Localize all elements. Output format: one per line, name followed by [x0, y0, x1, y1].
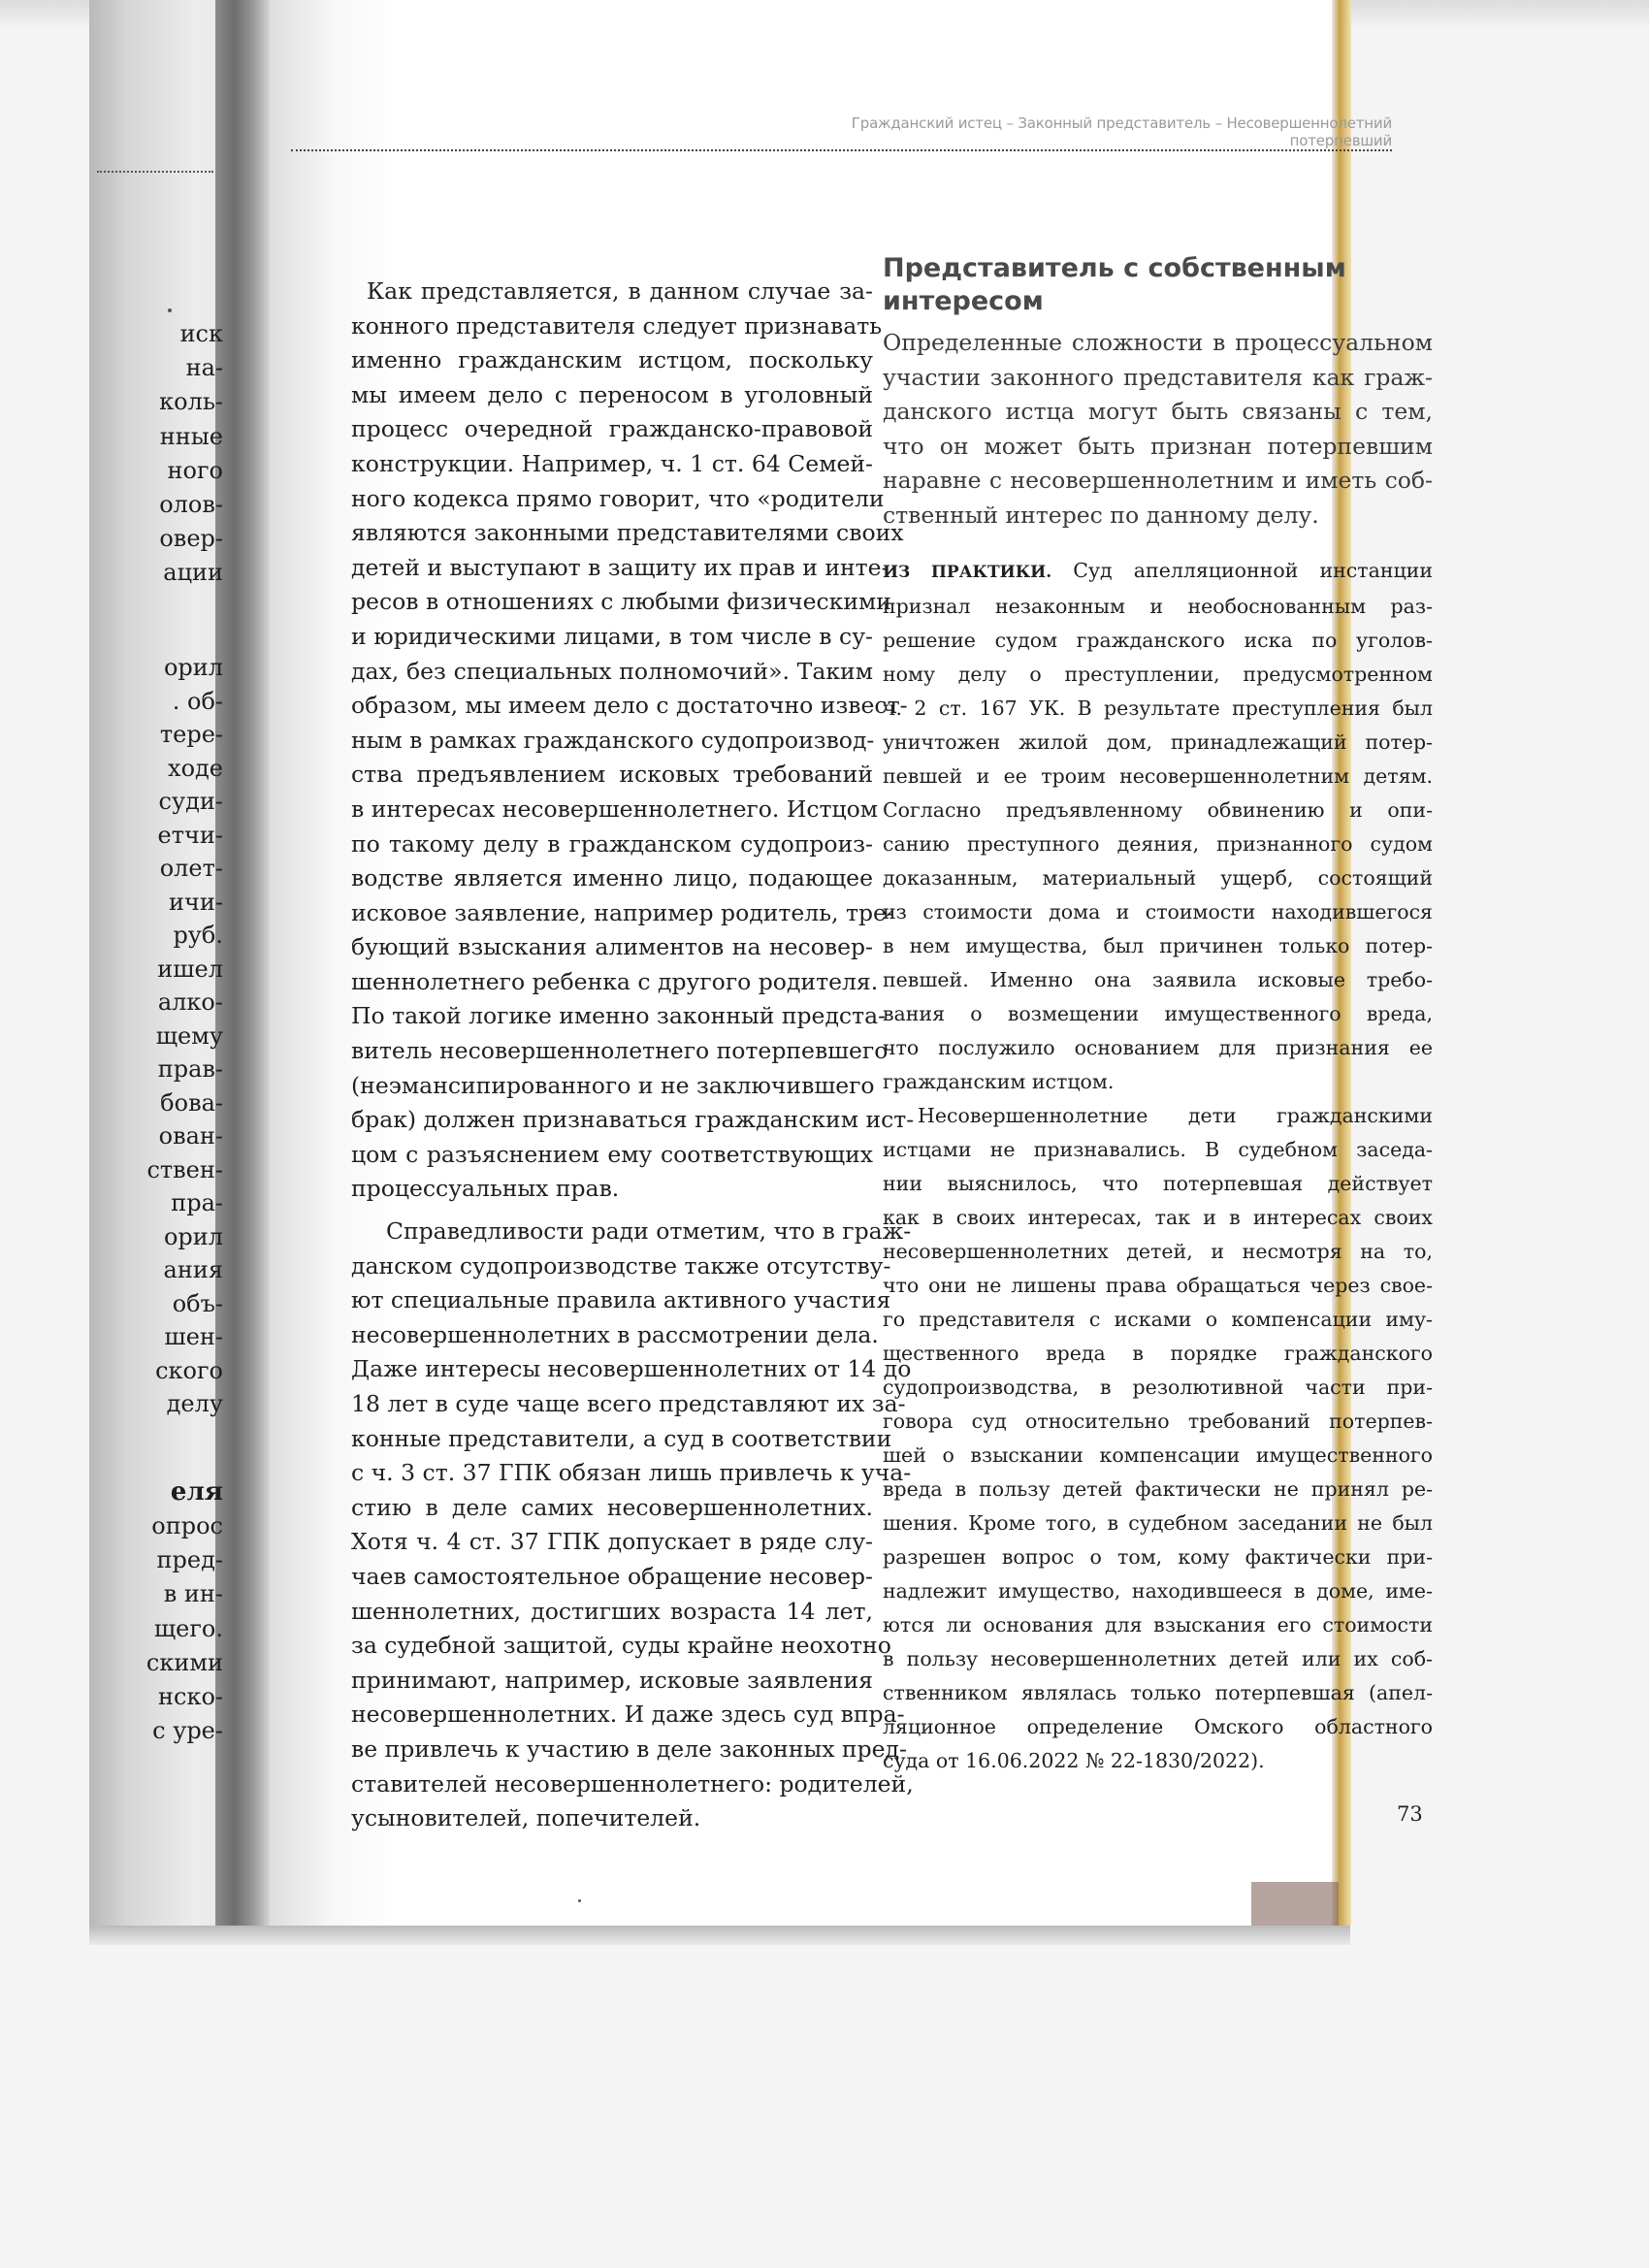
left-page-fragment: суди- — [158, 788, 223, 815]
left-page-fragment: пра- — [171, 1189, 223, 1216]
text-line: принимают, например, исковые заявления — [351, 1666, 873, 1694]
case-line: несовершеннолетних детей, и несмотря на то, — [883, 1240, 1433, 1263]
case-line: певшей и ее троим несовершеннолетним детям. — [883, 764, 1433, 788]
case-line: истцами не признавались. В судебном заседа- — [883, 1138, 1433, 1161]
case-line: ются ли основания для взыскания его стоимости — [883, 1613, 1433, 1636]
text-line: конного представителя следует признавать — [351, 311, 883, 340]
text-line: образом, мы имеем дело с достаточно извест- — [351, 692, 908, 720]
case-line: что они не лишены права обращаться через свое- — [883, 1274, 1433, 1297]
text-line: мы имеем дело с переносом в уголовный — [351, 380, 873, 408]
left-page-fragment: алко- — [157, 988, 223, 1016]
text-line: конструкции. Например, ч. 1 ст. 64 Семей- — [351, 449, 873, 477]
section-title-line: интересом — [883, 286, 1044, 316]
left-page-fragment: ичи- — [169, 888, 223, 916]
section-lead — [883, 326, 1433, 533]
text-line: именно гражданским истцом, поскольку — [351, 346, 873, 374]
text-line: стию в деле самих несовершеннолетних. — [351, 1493, 873, 1521]
running-head: Гражданский истец – Законный представитель – Несовершеннолетний потерпевший — [851, 114, 1392, 149]
text-line: цом с разъяснением ему соответствующих — [351, 1140, 873, 1168]
left-page-fragment: шен- — [164, 1323, 223, 1350]
case-line: говора суд относительно требований потерпев- — [883, 1409, 1433, 1433]
text-line: в интересах несовершеннолетнего. Истцом — [351, 794, 879, 823]
left-page-fragments-bottom — [107, 1508, 223, 1747]
text-line: брак) должен признаваться гражданским ист- — [351, 1106, 915, 1134]
left-page-fragment: орил — [163, 654, 223, 681]
case-line: гражданским истцом. — [883, 1070, 1115, 1093]
lead-line: участии законного представителя как граж- — [883, 363, 1433, 391]
text-line: Справедливости ради отметим, что в граж- — [386, 1217, 912, 1246]
text-line: ного кодекса прямо говорит, что «родители — [351, 484, 885, 512]
case-line: судопроизводства, в резолютивной части при- — [883, 1376, 1433, 1399]
case-line: нии выяснилось, что потерпевшая действует — [883, 1172, 1433, 1195]
left-page-fragments-middle — [107, 650, 223, 1420]
left-page-fragment: ован- — [158, 1122, 223, 1150]
text-line: процессуальных прав. — [351, 1175, 620, 1203]
header-rule — [291, 149, 1392, 151]
left-page-fragment: иск — [179, 320, 223, 347]
text-line: бующий взыскания алиментов на несовер- — [351, 933, 873, 961]
left-page-fragment: с уре- — [152, 1717, 223, 1745]
case-line: вреда в пользу детей фактически не принял ре- — [883, 1477, 1433, 1501]
left-page-fragment: олет- — [159, 855, 223, 882]
practice-case-paragraph-2 — [883, 1099, 1433, 1778]
case-line: го представителя с исками о компенсации иму- — [883, 1308, 1433, 1331]
text-line: ве привлечь к участию в деле законных пред- — [351, 1734, 907, 1763]
text-line: с ч. 3 ст. 37 ГПК обязан лишь привлечь к уча- — [351, 1459, 912, 1487]
left-page-fragment: . об- — [172, 687, 223, 715]
left-text-column — [351, 275, 915, 1836]
case-line: доказанным, материальный ущерб, состоящий — [883, 866, 1433, 890]
case-line: санию преступного деяния, признанного судом — [883, 832, 1433, 856]
case-line: надлежит имущество, находившееся в доме, име- — [883, 1579, 1433, 1603]
text-line: шеннолетних, достигших возраста 14 лет, — [351, 1597, 873, 1625]
text-line: ресов в отношениях с любыми физическими — [351, 588, 891, 616]
left-page-fragment-title: еля — [170, 1477, 223, 1507]
left-page-fragments-top — [107, 316, 223, 590]
case-line: ляционное определение Омского областного — [883, 1715, 1433, 1738]
left-page-fragment: нско- — [158, 1682, 223, 1710]
text-line: Как представляется, в данном случае за- — [367, 277, 873, 305]
scan-speck — [578, 1899, 581, 1902]
text-line: Даже интересы несовершеннолетних от 14 до — [351, 1355, 912, 1383]
practice-case-paragraph — [883, 554, 1433, 1099]
left-page-fragment: ствен- — [146, 1155, 223, 1183]
case-line: ному делу о преступлении, предусмотренном — [883, 663, 1433, 686]
text-line: (неэмансипированного и не заключившего — [351, 1071, 875, 1099]
left-page-fragment: етчи- — [157, 821, 223, 849]
lead-line: Определенные сложности в процессуальном — [883, 329, 1433, 356]
left-page-fragment: орил — [163, 1222, 223, 1250]
lead-line: что он может быть признан потерпевшим — [883, 432, 1433, 460]
case-line: ч. 2 ст. 167 УК. В результате преступления был — [883, 697, 1433, 720]
scan-speck — [168, 308, 172, 312]
text-line: По такой логике именно законный предста- — [351, 1002, 887, 1030]
text-line: детей и выступают в защиту их прав и инте- — [351, 553, 889, 581]
text-line: по такому делу в гражданском судопроиз- — [351, 829, 873, 858]
text-line: ства предъявлением исковых требований — [351, 761, 873, 789]
text-line: данском судопроизводстве также отсутству- — [351, 1251, 891, 1280]
case-line: шей о взыскании компенсации имущественного — [883, 1443, 1433, 1467]
book-gutter — [215, 0, 270, 1926]
text-line: несовершеннолетних в рассмотрении дела. — [351, 1320, 879, 1348]
text-line: 18 лет в суде чаще всего представляют их за- — [351, 1390, 906, 1417]
left-page-fragment: объ- — [172, 1289, 223, 1317]
text-line: несовершеннолетних. И даже здесь суд впра- — [351, 1701, 905, 1729]
left-page-fragment: на- — [185, 354, 223, 382]
text-line: процесс очередной гражданско-правовой — [351, 415, 873, 443]
left-page-fragment: овер- — [159, 525, 223, 553]
left-page-fragment: делу — [166, 1390, 223, 1417]
page-bottom-edge — [89, 1926, 1350, 1945]
case-line: Согласно предъявленному обвинению и опи- — [883, 798, 1433, 822]
left-page-fragment: щему — [155, 1021, 223, 1050]
case-line: в нем имущества, был причинен только потер- — [883, 934, 1433, 957]
practice-label: ИЗ ПРАКТИКИ. — [883, 563, 1052, 582]
section-title-line: Представитель с собственным — [883, 253, 1346, 283]
text-line: чаев самостоятельное обращение несовер- — [351, 1562, 873, 1590]
case-line: щественного вреда в порядке гражданского — [883, 1342, 1433, 1365]
left-page-fragment: ации — [163, 559, 223, 587]
text-line: дах, без специальных полномочий». Таким — [351, 657, 873, 685]
left-page-fragment: в ин- — [163, 1580, 223, 1608]
case-line: певшей. Именно она заявила исковые требо- — [883, 968, 1433, 991]
case-line: в пользу несовершеннолетних детей или их соб- — [883, 1647, 1433, 1670]
text-line: исковое заявление, например родитель, тре- — [351, 898, 894, 926]
left-page-fragment: ания — [163, 1256, 223, 1283]
case-line: уничтожен жилой дом, принадлежащий потер- — [883, 730, 1433, 754]
left-page-fragment: олов- — [159, 490, 223, 518]
bottom-strip — [1251, 1882, 1339, 1926]
lead-line: наравне с несовершеннолетним и иметь соб- — [883, 467, 1433, 494]
lead-line: ственный интерес по данному делу. — [883, 501, 1319, 529]
left-page-fragment: тере- — [159, 721, 223, 748]
text-line: усыновителей, попечителей. — [351, 1804, 701, 1832]
case-line: Несовершеннолетние дети гражданскими — [918, 1104, 1433, 1127]
left-page-fragment: пред- — [156, 1546, 223, 1574]
left-page-fragment: коль- — [159, 388, 223, 416]
case-line: признал незаконным и необоснованным раз- — [883, 595, 1433, 618]
left-header-rule — [97, 171, 213, 173]
case-line: вания о возмещении имущественного вреда, — [883, 1002, 1433, 1025]
left-page-fragment: руб. — [173, 922, 223, 949]
right-text-column — [883, 252, 1433, 1778]
left-page-fragment: прав- — [157, 1055, 223, 1083]
case-line: решение судом гражданского иска по уголов- — [883, 629, 1433, 652]
case-line: из стоимости дома и стоимости находившегося — [883, 900, 1433, 923]
left-page-fragment: опрос — [151, 1512, 223, 1539]
case-line: как в своих интересах, так и в интересах своих — [883, 1206, 1433, 1229]
left-page-fragment: ного — [167, 456, 223, 484]
case-line-text: Суд апелляционной инстанции — [1051, 559, 1434, 582]
left-page-fragment: ского — [155, 1356, 223, 1384]
text-line: ным в рамках гражданского судопроизвод- — [351, 726, 875, 754]
text-line: за судебной защитой, суды крайне неохотно — [351, 1632, 891, 1660]
lead-line: данского истца могут быть связаны с тем, — [883, 398, 1433, 425]
text-line: конные представители, а суд в соответствии — [351, 1424, 892, 1452]
text-line: являются законными представителями своих — [351, 519, 904, 547]
left-page-fragment: бова- — [160, 1088, 223, 1117]
left-page-fragment: ишел — [157, 955, 223, 983]
paragraph-1 — [351, 275, 915, 1207]
page-number: 73 — [1397, 1802, 1423, 1826]
case-line: суда от 16.06.2022 № 22-1830/2022). — [883, 1749, 1265, 1772]
paragraph-2 — [351, 1215, 914, 1836]
text-line: Хотя ч. 4 ст. 37 ГПК допускает в ряде слу- — [351, 1528, 873, 1556]
case-line: ственником являлась только потерпевшая (апел- — [883, 1681, 1433, 1704]
case-line: шения. Кроме того, в судебном заседании не был — [883, 1511, 1433, 1535]
text-line: и юридическими лицами, в том числе в су- — [351, 622, 873, 650]
case-line: что послужило основанием для признания ее — [883, 1036, 1433, 1059]
text-line: витель несовершеннолетнего потерпевшего — [351, 1037, 889, 1065]
left-page-fragment: щего. — [153, 1614, 223, 1642]
section-title — [883, 252, 1433, 318]
text-line: ставителей несовершеннолетнего: родителей, — [351, 1769, 914, 1798]
left-page-fragment: нные — [159, 422, 223, 450]
left-page-fragment: скими — [146, 1648, 223, 1676]
text-line: ют специальные правила активного участия — [351, 1286, 891, 1314]
case-first-line — [883, 554, 1433, 590]
text-line: шеннолетнего ребенка с другого родителя. — [351, 967, 879, 995]
case-line: разрешен вопрос о том, кому фактически при- — [883, 1545, 1433, 1569]
left-page-fragment: ходе — [168, 754, 223, 782]
text-line: водстве является именно лицо, подающее — [351, 864, 873, 892]
